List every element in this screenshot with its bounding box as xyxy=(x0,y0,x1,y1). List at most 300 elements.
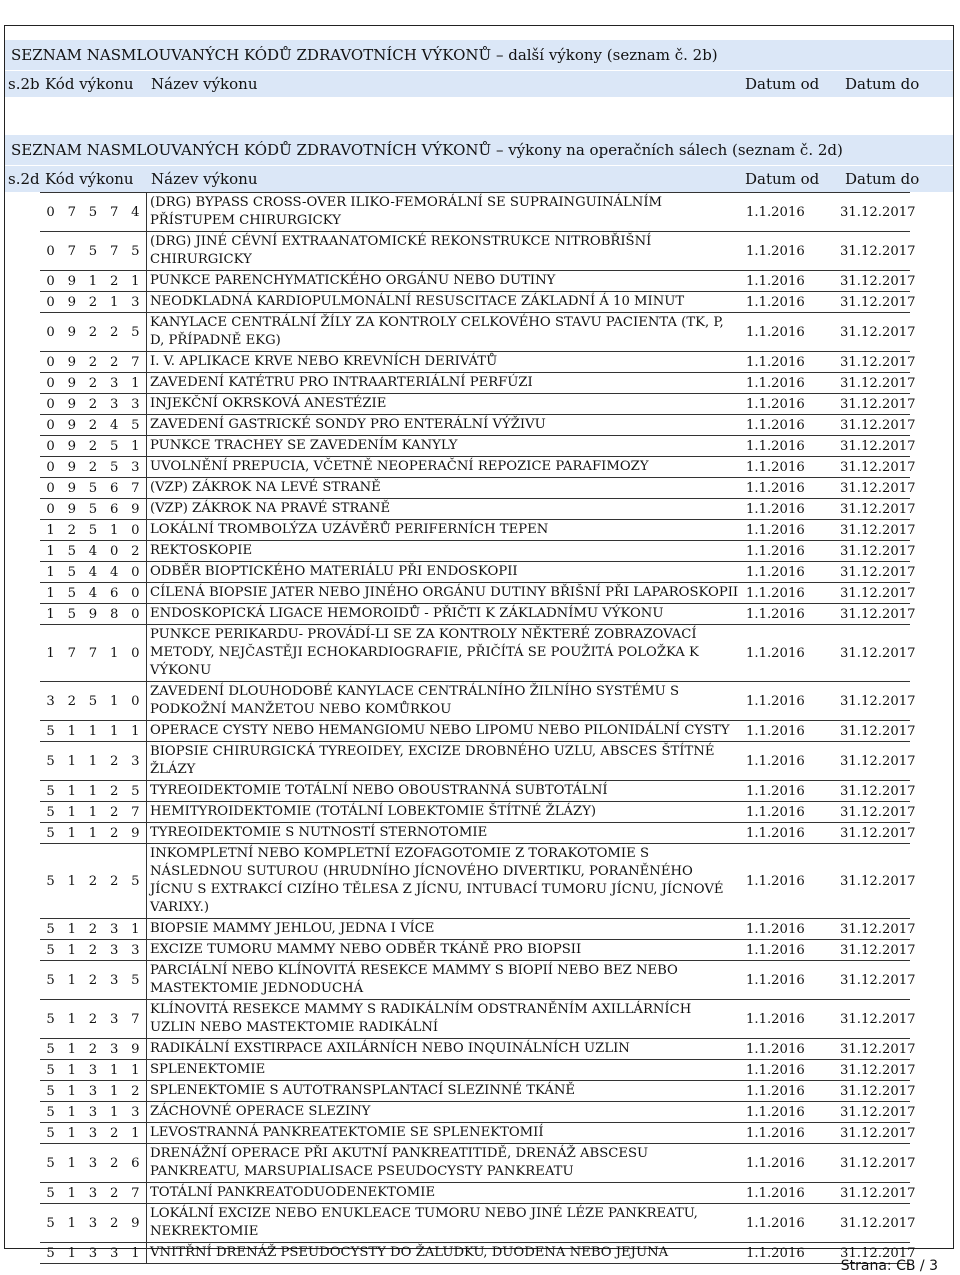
procedure-name: I. V. APLIKACE KRVE NEBO KREVNÍCH DERIVÁTŮ xyxy=(146,352,740,372)
table-row xyxy=(40,312,916,352)
date-from: 1.1.2016 xyxy=(746,753,805,769)
table-row xyxy=(40,414,916,436)
code-digit: 1 xyxy=(67,873,76,889)
date-from: 1.1.2016 xyxy=(746,1215,805,1231)
code-digit: 0 xyxy=(131,522,140,538)
date-to: 31.12.2017 xyxy=(840,693,916,709)
code-digit: 2 xyxy=(109,354,119,370)
procedure-name: ZAVEDENÍ KATÉTRU PRO INTRAARTERIÁLNÍ PERFÚZI xyxy=(146,373,740,393)
table-row xyxy=(40,582,916,604)
code-digit: 2 xyxy=(109,873,119,889)
code-digit: 7 xyxy=(109,204,119,220)
code-digit: 5 xyxy=(131,417,140,433)
code-digit: 1 xyxy=(46,543,55,559)
code-digit: 0 xyxy=(46,354,55,370)
code-digit: 5 xyxy=(46,1104,55,1120)
code-digit: 1 xyxy=(46,585,55,601)
code-digit: 2 xyxy=(109,273,119,289)
procedure-name: PUNKCE PARENCHYMATICKÉHO ORGÁNU NEBO DUTINY xyxy=(146,271,740,291)
code-digit: 1 xyxy=(131,723,140,739)
procedure-name: TOTÁLNÍ PANKREATODUODENEKTOMIE xyxy=(146,1183,740,1203)
table-row xyxy=(40,1242,916,1264)
date-to: 31.12.2017 xyxy=(840,804,916,820)
column-header-from: Datum od xyxy=(745,170,820,188)
procedure-code xyxy=(40,940,146,960)
code-digit: 1 xyxy=(109,294,119,310)
code-digit: 9 xyxy=(67,324,76,340)
date-to: 31.12.2017 xyxy=(840,1104,916,1120)
procedure-name: UVOLNĚNÍ PREPUCIA, VČETNĚ NEOPERAČNÍ REPOZICE PARAFIMOZY xyxy=(146,457,740,477)
code-digit: 5 xyxy=(46,921,55,937)
table-row xyxy=(40,519,916,541)
code-digit: 9 xyxy=(67,294,76,310)
procedure-name: KLÍNOVITÁ RESEKCE MAMMY S RADIKÁLNÍM ODSTRANĚNÍM AXILLÁRNÍCH UZLIN NEBO MASTEKTOMIE RADIKÁLNÍ xyxy=(146,1000,740,1038)
code-digit: 7 xyxy=(67,243,76,259)
table-row xyxy=(40,822,916,844)
procedure-name: NEODKLADNÁ KARDIOPULMONÁLNÍ RESUSCITACE ZÁKLADNÍ Á 10 MINUT xyxy=(146,292,740,312)
code-digit: 5 xyxy=(46,1011,55,1027)
procedure-code xyxy=(40,721,146,741)
table-row xyxy=(40,720,916,742)
code-digit: 1 xyxy=(131,921,140,937)
procedure-code xyxy=(40,583,146,603)
code-digit: 1 xyxy=(131,1062,140,1078)
date-from: 1.1.2016 xyxy=(746,606,805,622)
procedure-code xyxy=(40,844,146,918)
table-row xyxy=(40,939,916,961)
code-digit: 7 xyxy=(67,204,76,220)
code-digit: 5 xyxy=(46,783,55,799)
code-digit: 9 xyxy=(67,480,76,496)
code-digit: 1 xyxy=(67,1215,76,1231)
table-row xyxy=(40,561,916,583)
table-row xyxy=(40,780,916,802)
procedure-code xyxy=(40,1204,146,1242)
code-digit: 9 xyxy=(67,417,76,433)
procedure-name: INKOMPLETNÍ NEBO KOMPLETNÍ EZOFAGOTOMIE Z TORAKOTOMIE S NÁSLEDNOU SUTUROU (HRUDNÍHO JÍCNOVÉHO DIVERTIKU, PORANĚNÉHO JÍCNU S EXTRAKCÍ CIZÍHO TĚLESA Z JÍCNU, INTUBACÍ TUMORU JÍCNU, JÍCNOVÉ VARIXY.) xyxy=(146,844,740,918)
code-digit: 5 xyxy=(67,606,76,622)
code-digit: 5 xyxy=(109,438,119,454)
procedure-name: SPLENEKTOMIE xyxy=(146,1060,740,1080)
procedure-name: TYREOIDEKTOMIE TOTÁLNÍ NEBO OBOUSTRANNÁ SUBTOTÁLNÍ xyxy=(146,781,740,801)
code-digit: 7 xyxy=(109,243,119,259)
code-digit: 2 xyxy=(109,753,119,769)
date-from: 1.1.2016 xyxy=(746,972,805,988)
code-digit: 2 xyxy=(131,543,140,559)
column-header-name: Název výkonu xyxy=(151,170,258,188)
code-digit: 1 xyxy=(109,723,119,739)
code-digit: 5 xyxy=(46,804,55,820)
procedure-code xyxy=(40,823,146,843)
procedure-code xyxy=(40,802,146,822)
date-to: 31.12.2017 xyxy=(840,606,916,622)
code-digit: 2 xyxy=(109,1125,119,1141)
code-digit: 6 xyxy=(131,1155,140,1171)
code-digit: 2 xyxy=(88,375,98,391)
procedure-code xyxy=(40,499,146,519)
code-digit: 3 xyxy=(88,1155,98,1171)
date-to: 31.12.2017 xyxy=(840,972,916,988)
date-to: 31.12.2017 xyxy=(840,204,916,220)
code-digit: 2 xyxy=(88,873,98,889)
table-row xyxy=(40,741,916,781)
code-digit: 1 xyxy=(46,522,55,538)
procedure-name: TYREOIDEKTOMIE S NUTNOSTÍ STERNOTOMIE xyxy=(146,823,740,843)
table-row xyxy=(40,192,916,232)
code-digit: 3 xyxy=(131,753,140,769)
procedure-name: (DRG) JINÉ CÉVNÍ EXTRAANATOMICKÉ REKONSTRUKCE NITROBŘIŠNÍ CHIRURGICKY xyxy=(146,232,740,270)
code-digit: 3 xyxy=(46,693,55,709)
code-digit: 1 xyxy=(131,375,140,391)
code-digit: 2 xyxy=(109,804,119,820)
date-to: 31.12.2017 xyxy=(840,522,916,538)
code-digit: 1 xyxy=(109,1083,119,1099)
code-digit: 0 xyxy=(46,204,55,220)
date-to: 31.12.2017 xyxy=(840,294,916,310)
code-digit: 1 xyxy=(67,921,76,937)
table-row xyxy=(40,1122,916,1144)
code-digit: 5 xyxy=(131,972,140,988)
code-digit: 3 xyxy=(88,1185,98,1201)
table-row xyxy=(40,351,916,373)
code-digit: 1 xyxy=(67,1104,76,1120)
procedure-code xyxy=(40,520,146,540)
date-from: 1.1.2016 xyxy=(746,1041,805,1057)
code-digit: 5 xyxy=(131,783,140,799)
code-digit: 3 xyxy=(131,1104,140,1120)
code-digit: 5 xyxy=(131,324,140,340)
date-from: 1.1.2016 xyxy=(746,564,805,580)
code-digit: 2 xyxy=(88,972,98,988)
date-from: 1.1.2016 xyxy=(746,825,805,841)
code-digit: 0 xyxy=(131,606,140,622)
code-digit: 5 xyxy=(88,480,98,496)
code-digit: 9 xyxy=(67,273,76,289)
code-digit: 3 xyxy=(131,459,140,475)
code-digit: 5 xyxy=(46,1185,55,1201)
procedure-code xyxy=(40,232,146,270)
procedure-code xyxy=(40,1243,146,1263)
code-digit: 5 xyxy=(46,873,55,889)
date-from: 1.1.2016 xyxy=(746,1125,805,1141)
date-from: 1.1.2016 xyxy=(746,645,805,661)
code-digit: 3 xyxy=(88,1083,98,1099)
code-digit: 9 xyxy=(67,459,76,475)
list-2d-header-row xyxy=(5,166,953,192)
table-row xyxy=(40,1182,916,1204)
table-row xyxy=(40,291,916,313)
code-digit: 5 xyxy=(46,942,55,958)
code-digit: 9 xyxy=(67,375,76,391)
code-digit: 1 xyxy=(46,564,55,580)
date-from: 1.1.2016 xyxy=(746,942,805,958)
code-digit: 9 xyxy=(67,501,76,517)
procedure-name: ENDOSKOPICKÁ LIGACE HEMOROIDŮ - PŘIČTI K ZÁKLADNÍMU VÝKONU xyxy=(146,604,740,624)
code-digit: 3 xyxy=(88,1215,98,1231)
code-digit: 6 xyxy=(109,585,119,601)
procedure-name: (VZP) ZÁKROK NA LEVÉ STRANĚ xyxy=(146,478,740,498)
date-from: 1.1.2016 xyxy=(746,396,805,412)
table-row xyxy=(40,1059,916,1081)
table-row xyxy=(40,540,916,562)
procedure-name: DRENÁŽNÍ OPERACE PŘI AKUTNÍ PANKREATITIDĚ, DRENÁŽ ABSCESU PANKREATU, MARSUPIALISACE PSEUDOCYSTY PANKREATU xyxy=(146,1144,740,1182)
code-digit: 2 xyxy=(109,1185,119,1201)
code-digit: 0 xyxy=(46,243,55,259)
procedure-code xyxy=(40,1000,146,1038)
procedure-name: ZÁCHOVNÉ OPERACE SLEZINY xyxy=(146,1102,740,1122)
date-to: 31.12.2017 xyxy=(840,723,916,739)
code-digit: 5 xyxy=(46,723,55,739)
procedure-name: LOKÁLNÍ TROMBOLÝZA UZÁVĚRŮ PERIFERNÍCH TEPEN xyxy=(146,520,740,540)
code-digit: 9 xyxy=(131,825,140,841)
code-digit: 1 xyxy=(131,1125,140,1141)
code-digit: 3 xyxy=(109,1245,119,1261)
code-digit: 7 xyxy=(88,645,98,661)
code-digit: 0 xyxy=(46,375,55,391)
code-digit: 0 xyxy=(131,693,140,709)
code-digit: 4 xyxy=(109,564,119,580)
procedure-name: KANYLACE CENTRÁLNÍ ŽÍLY ZA KONTROLY CELKOVÉHO STAVU PACIENTA (TK, P, D, PŘÍPADNĚ EKG) xyxy=(146,313,740,351)
table-row xyxy=(40,270,916,292)
procedure-code xyxy=(40,625,146,681)
section-label: s.2d xyxy=(8,170,40,188)
code-digit: 7 xyxy=(131,1011,140,1027)
procedure-name: OPERACE CYSTY NEBO HEMANGIOMU NEBO LIPOMU NEBO PILONIDÁLNÍ CYSTY xyxy=(146,721,740,741)
code-digit: 0 xyxy=(131,585,140,601)
section-label: s.2b xyxy=(8,75,40,93)
code-digit: 1 xyxy=(109,645,119,661)
list-2b-header-row xyxy=(5,71,953,97)
procedure-code xyxy=(40,919,146,939)
code-digit: 1 xyxy=(109,1104,119,1120)
code-digit: 5 xyxy=(88,522,98,538)
code-digit: 4 xyxy=(88,564,98,580)
procedure-code xyxy=(40,352,146,372)
date-from: 1.1.2016 xyxy=(746,459,805,475)
code-digit: 1 xyxy=(131,273,140,289)
procedure-name: REKTOSKOPIE xyxy=(146,541,740,561)
procedure-name: VNITŘNÍ DRENÁŽ PSEUDOCYSTY DO ŽALUDKU, DUODENA NEBO JEJUNA xyxy=(146,1243,740,1263)
date-to: 31.12.2017 xyxy=(840,375,916,391)
code-digit: 5 xyxy=(46,753,55,769)
code-digit: 1 xyxy=(67,1041,76,1057)
date-to: 31.12.2017 xyxy=(840,783,916,799)
code-digit: 5 xyxy=(88,501,98,517)
procedure-code xyxy=(40,742,146,780)
date-to: 31.12.2017 xyxy=(840,501,916,517)
date-to: 31.12.2017 xyxy=(840,753,916,769)
code-digit: 7 xyxy=(131,354,140,370)
code-digit: 5 xyxy=(46,1125,55,1141)
code-digit: 2 xyxy=(88,942,98,958)
code-digit: 5 xyxy=(67,543,76,559)
code-digit: 1 xyxy=(88,723,98,739)
code-digit: 8 xyxy=(109,606,119,622)
table-row xyxy=(40,456,916,478)
date-from: 1.1.2016 xyxy=(746,723,805,739)
date-from: 1.1.2016 xyxy=(746,438,805,454)
page-footer: Strana: CB / 3 xyxy=(840,1258,938,1274)
procedure-name: BIOPSIE CHIRURGICKÁ TYREOIDEY, EXCIZE DROBNÉHO UZLU, ABSCES ŠTÍTNÉ ŽLÁZY xyxy=(146,742,740,780)
code-digit: 1 xyxy=(109,522,119,538)
procedure-code xyxy=(40,1039,146,1059)
procedure-name: EXCIZE TUMORU MAMMY NEBO ODBĚR TKÁNĚ PRO BIOPSII xyxy=(146,940,740,960)
procedure-code xyxy=(40,961,146,999)
date-to: 31.12.2017 xyxy=(840,354,916,370)
code-digit: 9 xyxy=(67,354,76,370)
code-digit: 1 xyxy=(88,783,98,799)
procedure-code xyxy=(40,313,146,351)
procedure-code xyxy=(40,1183,146,1203)
procedure-name: HEMITYROIDEKTOMIE (TOTÁLNÍ LOBEKTOMIE ŠTÍTNÉ ŽLÁZY) xyxy=(146,802,740,822)
date-from: 1.1.2016 xyxy=(746,693,805,709)
code-digit: 2 xyxy=(109,324,119,340)
table-row xyxy=(40,681,916,721)
procedure-code xyxy=(40,1081,146,1101)
date-to: 31.12.2017 xyxy=(840,1083,916,1099)
code-digit: 1 xyxy=(67,1185,76,1201)
code-digit: 0 xyxy=(46,480,55,496)
code-digit: 1 xyxy=(67,1011,76,1027)
code-digit: 2 xyxy=(88,1011,98,1027)
code-digit: 5 xyxy=(88,693,98,709)
code-digit: 9 xyxy=(131,1215,140,1231)
date-from: 1.1.2016 xyxy=(746,1155,805,1171)
date-from: 1.1.2016 xyxy=(746,921,805,937)
date-from: 1.1.2016 xyxy=(746,1185,805,1201)
code-digit: 0 xyxy=(46,396,55,412)
code-digit: 9 xyxy=(88,606,98,622)
code-digit: 1 xyxy=(67,972,76,988)
code-digit: 1 xyxy=(88,825,98,841)
procedure-name: PUNKCE TRACHEY SE ZAVEDENÍM KANYLY xyxy=(146,436,740,456)
procedure-code xyxy=(40,1123,146,1143)
code-digit: 1 xyxy=(67,753,76,769)
code-digit: 1 xyxy=(131,1245,140,1261)
date-to: 31.12.2017 xyxy=(840,396,916,412)
code-digit: 9 xyxy=(131,501,140,517)
code-digit: 1 xyxy=(67,942,76,958)
code-digit: 5 xyxy=(46,1083,55,1099)
code-digit: 7 xyxy=(131,1185,140,1201)
code-digit: 0 xyxy=(46,294,55,310)
date-to: 31.12.2017 xyxy=(840,1041,916,1057)
code-digit: 4 xyxy=(131,204,140,220)
procedure-code xyxy=(40,1144,146,1182)
code-digit: 5 xyxy=(67,585,76,601)
code-digit: 1 xyxy=(131,438,140,454)
code-digit: 2 xyxy=(88,354,98,370)
code-digit: 2 xyxy=(131,1083,140,1099)
code-digit: 5 xyxy=(46,1215,55,1231)
date-to: 31.12.2017 xyxy=(840,543,916,559)
code-digit: 3 xyxy=(109,921,119,937)
code-digit: 2 xyxy=(88,324,98,340)
code-digit: 3 xyxy=(131,294,140,310)
date-from: 1.1.2016 xyxy=(746,294,805,310)
code-digit: 0 xyxy=(46,459,55,475)
code-digit: 3 xyxy=(109,1011,119,1027)
code-digit: 5 xyxy=(46,1155,55,1171)
code-digit: 5 xyxy=(46,972,55,988)
date-from: 1.1.2016 xyxy=(746,324,805,340)
code-digit: 0 xyxy=(46,438,55,454)
date-to: 31.12.2017 xyxy=(840,243,916,259)
table-row xyxy=(40,393,916,415)
date-to: 31.12.2017 xyxy=(840,273,916,289)
date-to: 31.12.2017 xyxy=(840,480,916,496)
code-digit: 0 xyxy=(131,564,140,580)
table-row xyxy=(40,1080,916,1102)
code-digit: 2 xyxy=(88,1041,98,1057)
code-digit: 3 xyxy=(109,375,119,391)
code-digit: 2 xyxy=(109,1155,119,1171)
code-digit: 1 xyxy=(67,783,76,799)
date-from: 1.1.2016 xyxy=(746,1062,805,1078)
code-digit: 1 xyxy=(88,273,98,289)
date-to: 31.12.2017 xyxy=(840,564,916,580)
procedure-code xyxy=(40,562,146,582)
date-from: 1.1.2016 xyxy=(746,585,805,601)
code-digit: 1 xyxy=(67,1245,76,1261)
code-digit: 3 xyxy=(88,1104,98,1120)
table-row xyxy=(40,231,916,271)
table-row xyxy=(40,918,916,940)
date-to: 31.12.2017 xyxy=(840,459,916,475)
procedure-name: RADIKÁLNÍ EXSTIRPACE AXILÁRNÍCH NEBO INQUINÁLNÍCH UZLIN xyxy=(146,1039,740,1059)
list-2d-title: SEZNAM NASMLOUVANÝCH KÓDŮ ZDRAVOTNÍCH VÝKONŮ – výkony na operačních sálech (seznam č. 2d) xyxy=(5,135,953,165)
date-from: 1.1.2016 xyxy=(746,1083,805,1099)
code-digit: 0 xyxy=(109,543,119,559)
code-digit: 2 xyxy=(88,921,98,937)
date-from: 1.1.2016 xyxy=(746,1011,805,1027)
code-digit: 2 xyxy=(88,396,98,412)
code-digit: 0 xyxy=(131,645,140,661)
procedure-name: (DRG) BYPASS CROSS-OVER ILIKO-FEMORÁLNÍ SE SUPRAINGUINÁLNÍM PŘÍSTUPEM CHIRURGICKY xyxy=(146,193,740,231)
date-to: 31.12.2017 xyxy=(840,324,916,340)
code-digit: 4 xyxy=(88,585,98,601)
procedure-name: PARCIÁLNÍ NEBO KLÍNOVITÁ RESEKCE MAMMY S BIOPIÍ NEBO BEZ NEBO MASTEKTOMIE JEDNODUCHÁ xyxy=(146,961,740,999)
code-digit: 3 xyxy=(88,1245,98,1261)
procedure-code xyxy=(40,457,146,477)
procedure-code xyxy=(40,436,146,456)
date-from: 1.1.2016 xyxy=(746,783,805,799)
date-from: 1.1.2016 xyxy=(746,543,805,559)
date-from: 1.1.2016 xyxy=(746,243,805,259)
code-digit: 5 xyxy=(46,825,55,841)
date-to: 31.12.2017 xyxy=(840,1245,916,1261)
code-digit: 2 xyxy=(109,825,119,841)
code-digit: 2 xyxy=(67,693,76,709)
code-digit: 3 xyxy=(88,1125,98,1141)
column-header-from: Datum od xyxy=(745,75,820,93)
code-digit: 9 xyxy=(67,438,76,454)
code-digit: 9 xyxy=(131,1041,140,1057)
date-from: 1.1.2016 xyxy=(746,354,805,370)
date-to: 31.12.2017 xyxy=(840,417,916,433)
code-digit: 1 xyxy=(109,1062,119,1078)
procedure-name: ODBĚR BIOPTICKÉHO MATERIÁLU PŘI ENDOSKOPII xyxy=(146,562,740,582)
procedure-code xyxy=(40,604,146,624)
table-row xyxy=(40,1101,916,1123)
code-digit: 1 xyxy=(109,693,119,709)
date-to: 31.12.2017 xyxy=(840,645,916,661)
procedure-code xyxy=(40,394,146,414)
column-header-code: Kód výkonu xyxy=(45,75,134,93)
procedure-table xyxy=(40,192,916,1263)
date-to: 31.12.2017 xyxy=(840,438,916,454)
date-from: 1.1.2016 xyxy=(746,273,805,289)
